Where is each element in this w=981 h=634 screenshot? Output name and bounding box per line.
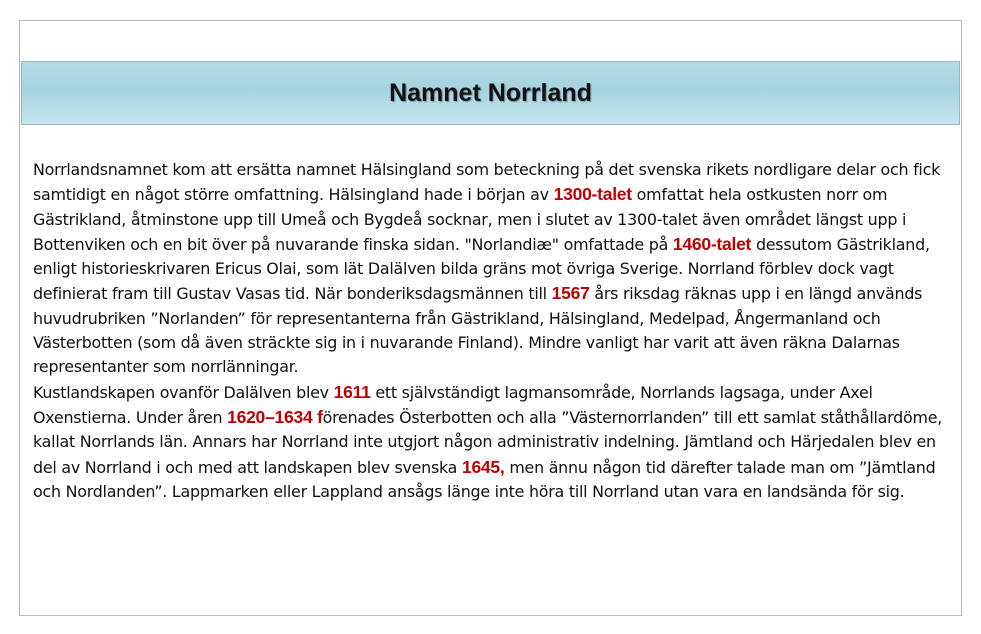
year-highlight-1645: 1645, bbox=[461, 456, 505, 477]
text-run: ett självständigt lagmansområde, Norrlands lagsaga, under Axel Oxenstierna. Under åren bbox=[33, 382, 873, 427]
text-run: års riksdag räknas upp i en längd används huvudrubriken ”Norlanden” för representanterna från Gästrikland, Hälsingland, Medelpad, Ångermanland och Västerbotten (som då även sträckte sig in i nuvarande Finland). Mindre vanligt har varit att även räkna Dalarnas representanter som norrlänningar. bbox=[33, 284, 923, 377]
body-text bbox=[33, 158, 951, 504]
text-run: men ännu någon tid därefter talade man om ”Jämtland och Nordlanden”. Lappmarken eller Lappland ansågs länge inte höra till Norrland utan vara en landsända för sig. bbox=[33, 457, 936, 501]
year-highlight-1300-talet: 1300-talet bbox=[553, 184, 632, 205]
text-run: Kustlandskapen ovanför Dalälven blev bbox=[33, 382, 334, 402]
title-bar bbox=[21, 61, 960, 125]
text-run: Norrlandsnamnet kom att ersätta namnet Hälsingland som beteckning på det svenska rikets nordligare delar och fick samtidigt en något större omfattning. Hälsingland hade i början av bbox=[33, 160, 941, 205]
text-run: omfattat hela ostkusten norr om Gästrikland, åtminstone upp till Umeå och Bygdeå socknar, men i slutet av 1300-talet även området längst upp i Bottenviken och en bit över på nuvarande finska sidan. "Norlandiæ" omfattade på bbox=[33, 185, 907, 254]
text-run: örenades Österbotten och alla ”Västernorrlanden” till ett samlat ståthållardöme, kallat Norrlands län. Annars har Norrland inte utgjort någon administrativ indelning. Jämtland och Härjedalen blev en del av Norrland i och med att landskapen blev svenska bbox=[33, 407, 943, 477]
year-highlight-1567: 1567 bbox=[551, 283, 590, 304]
year-highlight-1611: 1611 bbox=[333, 381, 371, 402]
text-run: dessutom Gästrikland, enligt historieskrivaren Ericus Olai, som lät Dalälven bilda gräns mot övriga Sverige. Norrland förblev dock vagt definierat fram till Gustav Vasas tid. När bonderiksdagsmännen till bbox=[33, 234, 930, 304]
slide-title: Namnet Norrland bbox=[389, 78, 592, 107]
year-highlight-1460-talet: 1460-talet bbox=[672, 233, 752, 254]
year-highlight-1620-1634: 1620–1634 f bbox=[227, 406, 323, 427]
paragraph-1 bbox=[33, 158, 951, 380]
paragraph-2 bbox=[33, 380, 951, 504]
